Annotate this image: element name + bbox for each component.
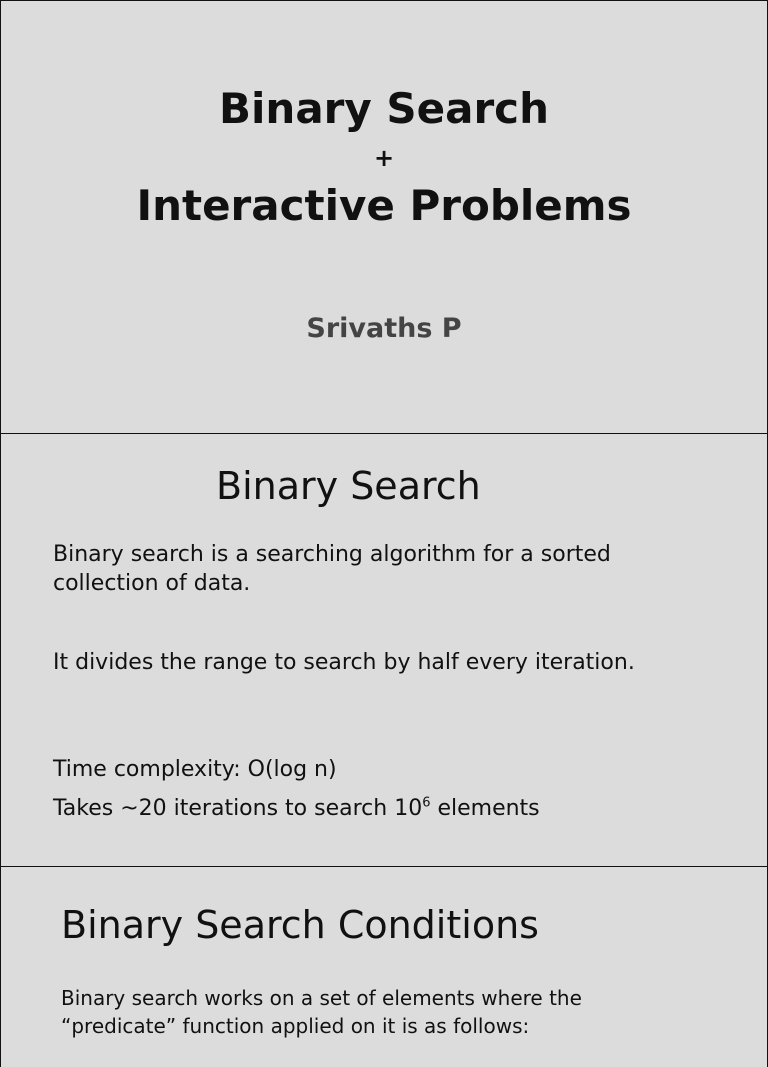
slide2-paragraph-complexity: Time complexity: O(log n) bbox=[53, 757, 337, 782]
slide3-title: Binary Search Conditions bbox=[61, 903, 539, 947]
slide2-paragraph-iterations bbox=[53, 794, 693, 823]
slide2-title: Binary Search bbox=[216, 464, 481, 508]
slide2-paragraph-definition: Binary search is a searching algorithm for a sorted collection of data. bbox=[53, 542, 611, 596]
slide2-iterations-suffix: elements bbox=[430, 796, 540, 821]
slide1-title-line1: Binary Search bbox=[219, 84, 549, 133]
slide1-title-line2: Interactive Problems bbox=[136, 181, 632, 230]
slide1-author: Srivaths P bbox=[306, 313, 462, 344]
slide2-paragraph-halving: It divides the range to search by half every iteration. bbox=[53, 650, 635, 675]
slide2-exponent: 6 bbox=[422, 795, 431, 811]
slide2-iterations-text: Takes ~20 iterations to search 10 bbox=[53, 796, 423, 821]
slide3-paragraph: Binary search works on a set of elements where the “predicate” function applied on it is as follows: bbox=[61, 986, 582, 1038]
slide1-title-plus: + bbox=[373, 144, 395, 172]
